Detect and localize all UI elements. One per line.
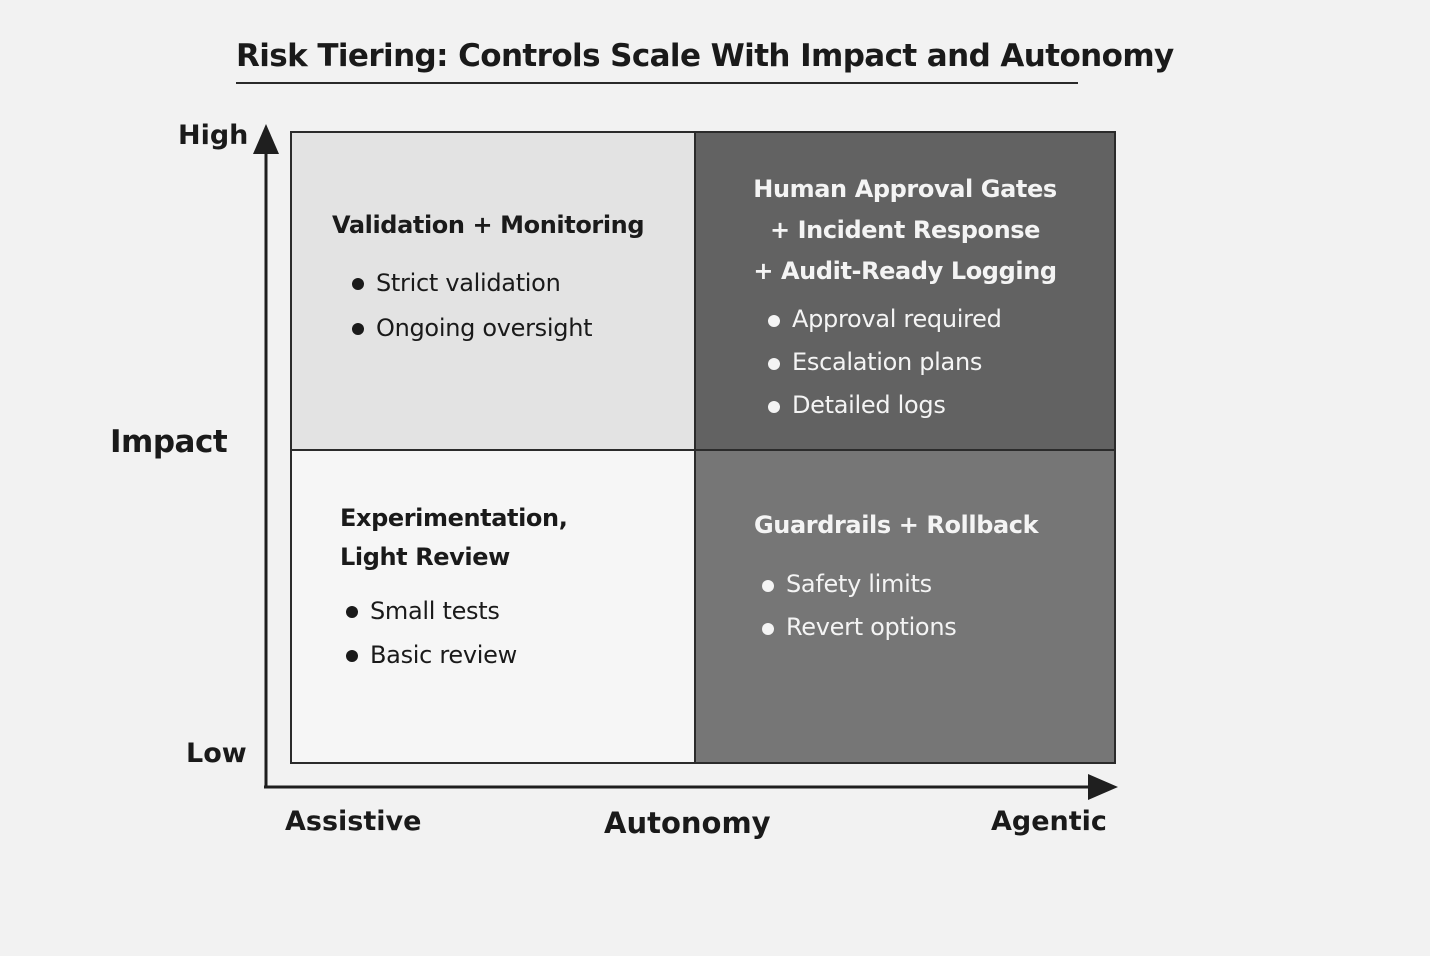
heading-line: + Incident Response bbox=[769, 216, 1041, 244]
y-axis-title: Impact bbox=[110, 424, 228, 460]
quadrant-heading bbox=[340, 499, 567, 577]
quadrant-bullet-list bbox=[352, 261, 592, 351]
quadrant-bullet-list bbox=[346, 589, 517, 677]
quadrant-top-right bbox=[696, 133, 1114, 451]
x-axis-low-label: Assistive bbox=[285, 806, 422, 837]
diagram-title: Risk Tiering: Controls Scale With Impact and Autonomy bbox=[236, 38, 1174, 74]
quadrant-heading bbox=[696, 169, 1114, 292]
bullet-item: Basic review bbox=[346, 633, 517, 677]
quadrant-bottom-left bbox=[292, 451, 696, 762]
x-axis-title: Autonomy bbox=[604, 806, 771, 840]
heading-line: Light Review bbox=[340, 543, 510, 571]
heading-line: Experimentation, bbox=[340, 504, 568, 532]
quadrant-grid bbox=[290, 131, 1116, 764]
x-axis-arrowhead bbox=[1088, 774, 1118, 800]
quadrant-heading: Guardrails + Rollback bbox=[754, 511, 1039, 539]
y-axis-arrowhead bbox=[253, 124, 279, 154]
heading-line: Human Approval Gates bbox=[753, 175, 1057, 203]
y-axis-high-label: High bbox=[178, 120, 249, 151]
quadrant-top-left bbox=[292, 133, 696, 451]
y-axis-low-label: Low bbox=[186, 738, 247, 769]
quadrant-bullet-list bbox=[762, 563, 956, 649]
bullet-item: Small tests bbox=[346, 589, 517, 633]
bullet-item: Ongoing oversight bbox=[352, 306, 592, 351]
quadrant-bottom-right bbox=[696, 451, 1114, 762]
x-axis-high-label: Agentic bbox=[991, 806, 1107, 837]
quadrant-heading: Validation + Monitoring bbox=[332, 211, 645, 239]
bullet-item: Safety limits bbox=[762, 563, 956, 606]
bullet-item: Strict validation bbox=[352, 261, 592, 306]
quadrant-bullet-list bbox=[768, 298, 1002, 427]
bullet-item: Detailed logs bbox=[768, 384, 1002, 427]
bullet-item: Revert options bbox=[762, 606, 956, 649]
bullet-item: Escalation plans bbox=[768, 341, 1002, 384]
bullet-item: Approval required bbox=[768, 298, 1002, 341]
heading-line: + Audit-Ready Logging bbox=[753, 257, 1057, 285]
